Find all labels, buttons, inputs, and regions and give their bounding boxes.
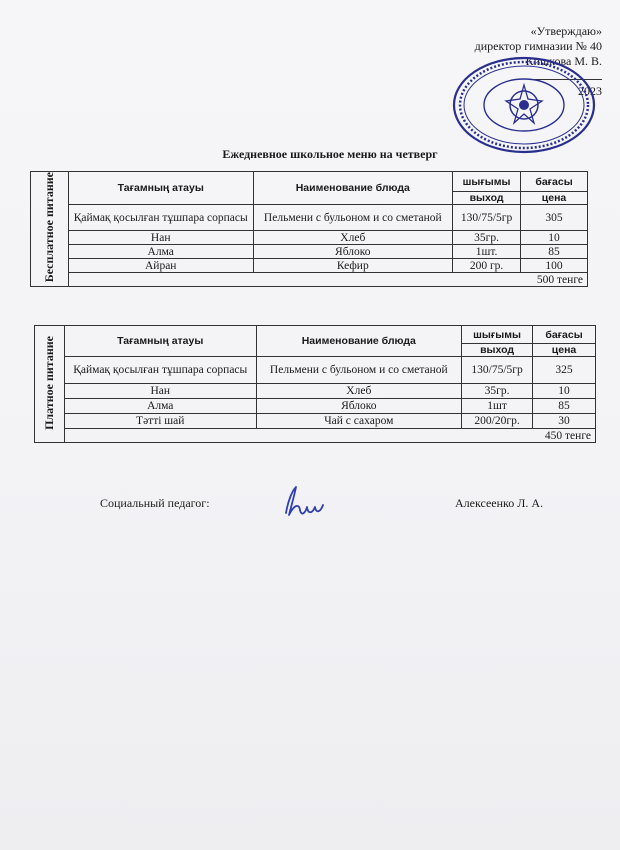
free-side-label: Бесплатное питание bbox=[41, 172, 56, 283]
header-ru-name: Наименование блюда bbox=[256, 326, 462, 357]
table-total: 500 тенге bbox=[68, 273, 587, 287]
table-row bbox=[31, 259, 588, 273]
dish-price: 85 bbox=[533, 399, 596, 414]
dish-kz: Нан bbox=[64, 384, 256, 399]
dish-price: 325 bbox=[533, 357, 596, 384]
footer-name: Алексеенко Л. А. bbox=[455, 496, 544, 510]
dish-ru: Кефир bbox=[253, 259, 453, 273]
dish-ru: Яблоко bbox=[253, 245, 453, 259]
dish-out: 200 гр. bbox=[453, 259, 521, 273]
dish-out: 130/75/5гр bbox=[453, 205, 521, 231]
paid-menu-table bbox=[34, 325, 596, 443]
dish-ru: Хлеб bbox=[256, 384, 462, 399]
dish-kz: Тәтті шай bbox=[64, 414, 256, 429]
dish-out: 35гр. bbox=[462, 384, 533, 399]
dish-kz: Нан bbox=[68, 231, 253, 245]
dish-ru: Пельмени с бульоном и со сметаной bbox=[256, 357, 462, 384]
table-row bbox=[31, 231, 588, 245]
dish-out: 200/20гр. bbox=[462, 414, 533, 429]
footer-role: Социальный педагог: bbox=[100, 496, 210, 510]
header-ru-name: Наименование блюда bbox=[253, 172, 453, 205]
free-menu-table bbox=[30, 171, 588, 287]
approval-line1: «Утверждаю» bbox=[530, 24, 602, 38]
header-out-ru: выход bbox=[462, 344, 533, 357]
dish-price: 305 bbox=[521, 205, 588, 231]
dish-ru: Яблоко bbox=[256, 399, 462, 414]
dish-out: 1шт. bbox=[453, 245, 521, 259]
header-kz-name: Тағамның атауы bbox=[64, 326, 256, 357]
header-price-kz: бағасы bbox=[521, 172, 588, 192]
dish-kz: Алма bbox=[68, 245, 253, 259]
paid-side-label: Платное питание bbox=[41, 335, 56, 430]
approval-line3: Кишкова М. В. bbox=[525, 54, 602, 68]
table-total: 450 тенге bbox=[64, 429, 595, 443]
header-out-ru: выход bbox=[453, 192, 521, 205]
round-seal-stamp bbox=[452, 55, 597, 155]
header-out-kz: шығымы bbox=[453, 172, 521, 192]
header-price-ru: цена bbox=[533, 344, 596, 357]
dish-ru: Хлеб bbox=[253, 231, 453, 245]
header-price-ru: цена bbox=[521, 192, 588, 205]
dish-out: 130/75/5гр bbox=[462, 357, 533, 384]
dish-price: 30 bbox=[533, 414, 596, 429]
table-row bbox=[35, 384, 596, 399]
table-row bbox=[35, 414, 596, 429]
table-row bbox=[35, 357, 596, 384]
dish-price: 10 bbox=[521, 231, 588, 245]
table-row bbox=[31, 245, 588, 259]
free-side-cell bbox=[31, 172, 69, 287]
dish-ru: Пельмени с бульоном и со сметаной bbox=[253, 205, 453, 231]
dish-price: 10 bbox=[533, 384, 596, 399]
approval-line2: директор гимназии № 40 bbox=[474, 39, 602, 53]
paid-side-cell bbox=[35, 326, 65, 443]
header-kz-name: Тағамның атауы bbox=[68, 172, 253, 205]
header-out-kz: шығымы bbox=[462, 326, 533, 344]
dish-price: 100 bbox=[521, 259, 588, 273]
dish-kz: Қаймақ қосылған тұшпара сорпасы bbox=[64, 357, 256, 384]
table-row bbox=[35, 399, 596, 414]
table-row bbox=[31, 205, 588, 231]
dish-kz: Қаймақ қосылған тұшпара сорпасы bbox=[68, 205, 253, 231]
dish-kz: Алма bbox=[64, 399, 256, 414]
dish-out: 1шт bbox=[462, 399, 533, 414]
header-price-kz: бағасы bbox=[533, 326, 596, 344]
page-title: Ежедневное школьное меню на четверг bbox=[222, 147, 438, 161]
dish-ru: Чай с сахаром bbox=[256, 414, 462, 429]
approval-year: 2023 bbox=[578, 84, 602, 98]
dish-out: 35гр. bbox=[453, 231, 521, 245]
handwritten-signature bbox=[278, 483, 330, 521]
dish-kz: Айран bbox=[68, 259, 253, 273]
dish-price: 85 bbox=[521, 245, 588, 259]
